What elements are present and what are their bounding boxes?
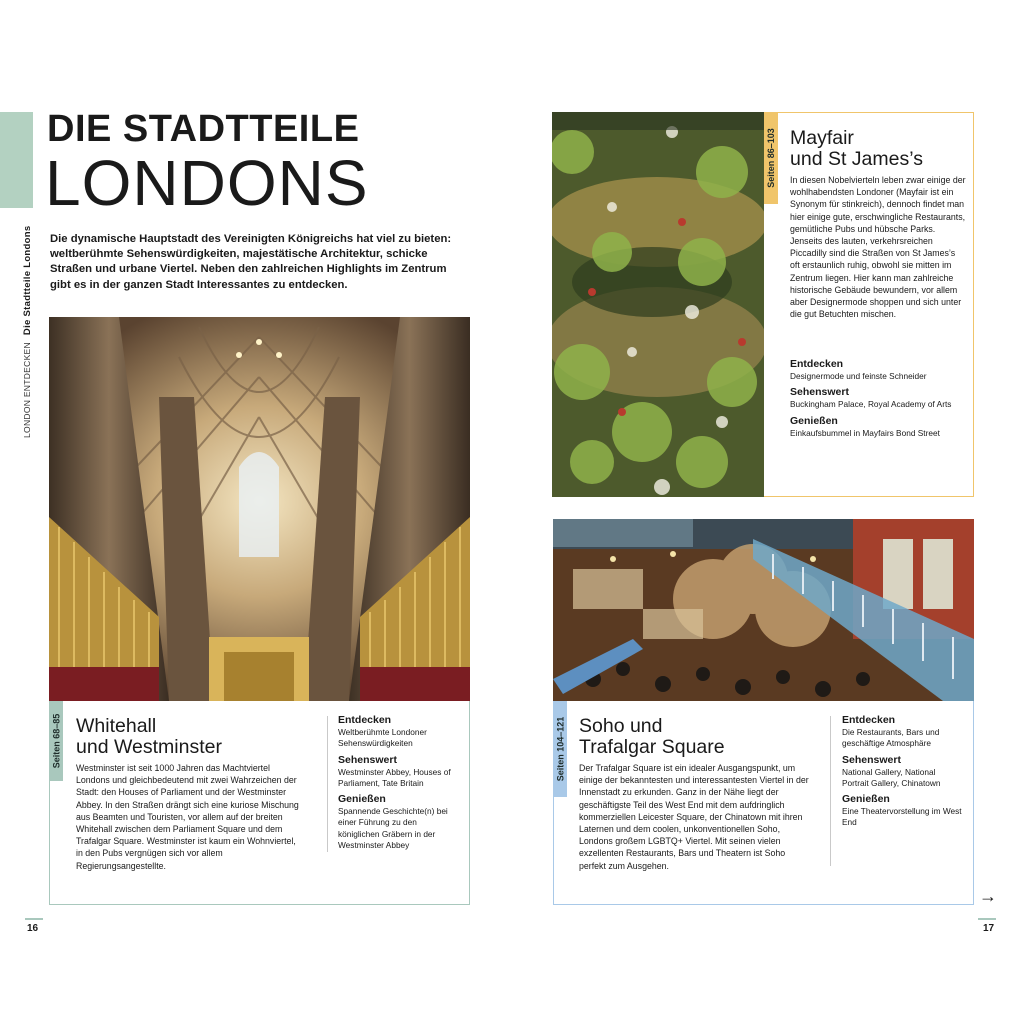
page-number-bar-left [25, 918, 43, 920]
whitehall-fact1-text: Weltberühmte Londoner Sehenswürdigkeiten [338, 727, 427, 749]
soho-fact3-text: Eine Theatervorstellung im West End [842, 806, 962, 828]
whitehall-fact2-text: Westminster Abbey, Houses of Parliament, Tate Britain [338, 766, 451, 788]
running-header-book: LONDON ENTDECKEN [22, 342, 32, 438]
westminster-abbey-photo [49, 317, 470, 701]
section-tab-marker [0, 112, 33, 208]
whitehall-fact3-text: Spannende Geschichte(n) bei einer Führung zu den königlichen Gräbern in der Westminster Abbey [338, 806, 448, 851]
mayfair-facts [790, 358, 966, 443]
soho-title-line2: Trafalgar Square [579, 736, 725, 758]
page-title-line1: DIE STADTTEILE [47, 108, 360, 150]
soho-description: Der Trafalgar Square ist ein idealer Ausgangspunkt, um einige der bekanntesten und interessantesten Viertel in der Innenstadt zu erkunden. Ganz in der Nähe liegt der geschäftigste Teil des West End mit dem aufdringlich kommerziellen Leicester Square, der Chinatown mit ihren Laternen und dem coolen, unkonventionellen Soho, Londons großem LGBTQ+ Viertel. Mit seinen vielen exzellenten Restaurants, Bars und Theatern ist Soho perfekt zum Ausgehen. [579, 763, 809, 871]
soho-fact2-text: National Gallery, National Portrait Gallery, Chinatown [842, 766, 941, 788]
page-number-right: 17 [983, 923, 995, 934]
whitehall-title-line2: und Westminster [76, 736, 222, 758]
whitehall-divider [327, 716, 328, 852]
whitehall-page-range: Seiten 68–85 [51, 713, 62, 769]
soho-facts [842, 714, 964, 833]
soho-title-line1: Soho und [579, 715, 663, 737]
mayfair-fact3-text: Einkaufsbummel in Mayfairs Bond Street [790, 427, 940, 438]
soho-page-range: Seiten 104–121 [555, 716, 566, 782]
mayfair-fact1-text: Designermode und feinste Schneider [790, 371, 927, 381]
mayfair-fact1-heading: Entdecken [790, 358, 844, 370]
page-number-bar-right [978, 918, 996, 920]
mayfair-title-line1: Mayfair [790, 127, 854, 149]
running-header-chapter: Die Stadtteile Londons [22, 225, 33, 336]
intro-text: Die dynamische Hauptstadt des Vereinigten Königreichs hat viel zu bieten: weltberühmte Sehenswürdigkeiten, majestätische Architektur, schicke Straßen und urbane Viertel. Neben den zahlreichen Highlights im Zentrum gibt es in der ganzen Stadt Interessantes zu entdecken. [50, 233, 452, 291]
next-page-arrow-icon[interactable]: → [979, 886, 997, 906]
mayfair-fact3-heading: Genießen [790, 414, 838, 427]
mayfair-page-range: Seiten 86–103 [766, 128, 777, 188]
mayfair-description: In diesen Nobelvierteln leben zwar einige der wohlhabendsten Londoner (Mayfair ist ein Synonym für stinkreich), dennoch findet man hier einige gute, erschwingliche Restaurants, gemütliche Pubs und hübsche Parks. Jenseits des lauten, verkehrsreichen Piccadilly sind die Straßen von St James’s oft erstaunlich ruhig, obwohl sie mitten im Zentrum liegen. Hier kann man zahlreiche historische Gebäude bewundern, vor allem aber Designermode shoppen und sich unter die gut Betuchten mischen. [790, 175, 966, 320]
mayfair-title-line2: und St James’s [790, 148, 923, 170]
soho-fact2-heading: Sehenswert [842, 753, 901, 766]
soho-divider [830, 716, 831, 866]
page-title-line2: LONDONS [45, 147, 369, 219]
soho-fact3-heading: Genießen [842, 793, 890, 806]
covent-garden-market-photo [553, 519, 974, 701]
soho-page-ribbon [553, 701, 567, 797]
whitehall-fact3-heading: Genießen [338, 793, 386, 806]
whitehall-facts [338, 714, 456, 855]
running-header [22, 226, 33, 438]
page-number-left: 16 [27, 923, 39, 934]
soho-fact1-heading: Entdecken [842, 714, 896, 726]
soho-fact1-text: Die Restaurants, Bars und geschäftige Atmosphäre [842, 727, 940, 749]
whitehall-fact2-heading: Sehenswert [338, 753, 397, 766]
mayfair-fact2-text: Buckingham Palace, Royal Academy of Arts [790, 399, 952, 410]
whitehall-title-line1: Whitehall [76, 715, 157, 737]
whitehall-fact1-heading: Entdecken [338, 714, 392, 726]
whitehall-page-ribbon [49, 701, 63, 781]
mayfair-fact2-heading: Sehenswert [790, 386, 849, 399]
whitehall-description: Westminster ist seit 1000 Jahren das Machtviertel Londons und gleichbedeutend mit zwei Wahrzeichen der Stadt: den Houses of Parliament und der Westminster Abbey. In den Straßen drängt sich eine kuriose Mischung aus Beamten und Touristen, vor allem auf der breiten Whitehall zwischen dem Parliament Square und dem Trafalgar Square. Westminster ist kaum ein Wohnviertel, in den Pubs vergnügen sich vor allem Regierungsangestellte. [76, 763, 299, 871]
mayfair-arcade-photo [552, 112, 764, 497]
